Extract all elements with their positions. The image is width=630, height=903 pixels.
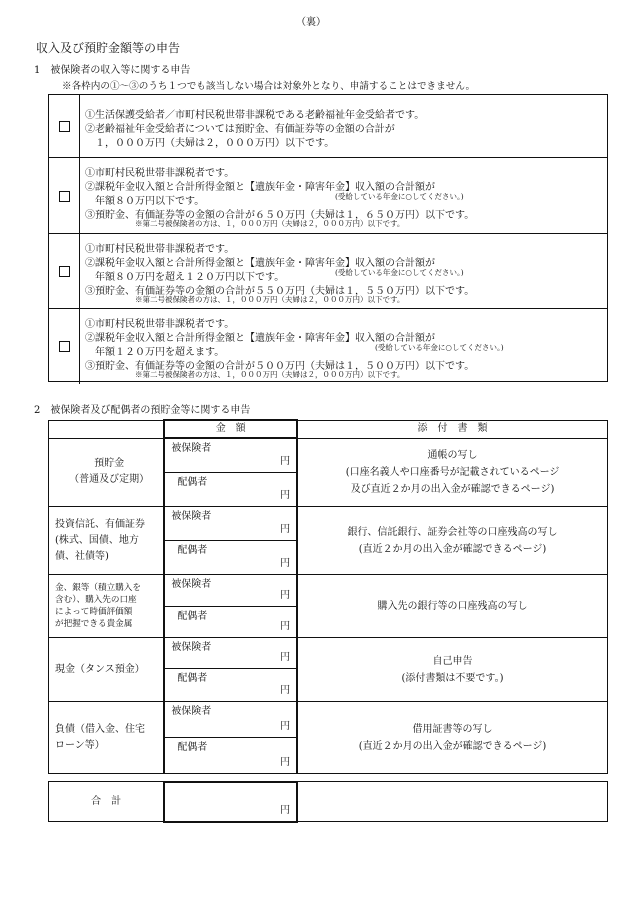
insured-label: 被保険者 bbox=[171, 443, 212, 454]
asset-category-line: 含む）、購入先の口座 bbox=[55, 595, 137, 605]
option-line: ①市町村民税世帯非課税者です。 bbox=[85, 168, 235, 179]
yen-unit: 円 bbox=[280, 490, 291, 501]
attachment-doc-line: (添付書類は不要です。) bbox=[401, 672, 504, 684]
insured-amount-field[interactable] bbox=[164, 507, 297, 541]
insured-label: 被保険者 bbox=[171, 642, 212, 653]
yen-unit: 円 bbox=[280, 804, 291, 816]
spouse-amount-field[interactable] bbox=[164, 738, 297, 774]
yen-unit: 円 bbox=[280, 621, 291, 632]
option-line: 年額８０万円以下です。 bbox=[85, 196, 205, 207]
option-footnote: ※第二号被保険者の方は、１，０００万円（夫婦は２，０００万円）以下です。 bbox=[135, 295, 405, 304]
column-header-amount: 金 額 bbox=[164, 420, 297, 438]
attachment-doc-line: (直近２か月の出入金が確認できるページ) bbox=[358, 543, 547, 555]
total-docs-blank bbox=[297, 782, 607, 822]
income-option-row bbox=[49, 95, 607, 157]
total-label: 合 計 bbox=[49, 782, 165, 822]
yen-unit: 円 bbox=[280, 757, 291, 768]
total-spacer bbox=[49, 774, 608, 782]
page-title: 収入及び預貯金額等の申告 bbox=[36, 41, 181, 55]
attachment-doc-line: 購入先の銀行等の口座残高の写し bbox=[377, 600, 528, 612]
pension-note: (受給している年金に○してください。) bbox=[335, 268, 464, 277]
option-checkbox[interactable] bbox=[59, 341, 70, 352]
asset-category-line: 金、銀等（積立購入を bbox=[55, 583, 141, 593]
asset-category bbox=[49, 702, 165, 774]
attachment-doc-line: (直近２か月の出入金が確認できるページ) bbox=[358, 740, 547, 752]
insured-amount-field[interactable] bbox=[164, 575, 297, 607]
header-blank bbox=[49, 420, 165, 438]
income-option-row bbox=[49, 157, 607, 234]
yen-unit: 円 bbox=[280, 652, 291, 663]
spouse-label: 配偶者 bbox=[177, 611, 208, 622]
asset-category bbox=[49, 507, 165, 575]
asset-category-line: 投資信託、有価証券 bbox=[55, 518, 145, 530]
yen-unit: 円 bbox=[280, 456, 291, 467]
insured-amount-field[interactable] bbox=[164, 438, 297, 473]
insured-label: 被保険者 bbox=[171, 706, 212, 717]
insured-amount-field[interactable] bbox=[164, 638, 297, 669]
attachment-docs bbox=[297, 638, 607, 702]
option-footnote: ※第二号被保険者の方は、１，０００万円（夫婦は２，０００万円）以下です。 bbox=[135, 219, 405, 228]
pension-note: (受給している年金に○してください。) bbox=[375, 343, 504, 352]
insured-label: 被保険者 bbox=[171, 579, 212, 590]
option-line: 年額８０万円を超え１２０万円以下です。 bbox=[85, 272, 285, 283]
asset-category-line: が把握できる貴金属 bbox=[55, 619, 133, 629]
option-line: ①生活保護受給者／市町村民税世帯非課税である老齢福祉年金受給者です。 bbox=[85, 110, 425, 121]
income-option-row bbox=[49, 233, 607, 309]
option-checkbox[interactable] bbox=[59, 266, 70, 277]
total-amount-field[interactable] bbox=[164, 782, 297, 822]
asset-category-line: ローン等） bbox=[55, 739, 105, 751]
yen-unit: 円 bbox=[280, 590, 291, 601]
option-line: １，０００万円（夫婦は２，０００万円）以下です。 bbox=[85, 138, 335, 149]
yen-unit: 円 bbox=[280, 685, 291, 696]
yen-unit: 円 bbox=[280, 524, 291, 535]
spouse-label: 配偶者 bbox=[177, 742, 208, 753]
spouse-amount-field[interactable] bbox=[164, 607, 297, 638]
attachment-docs bbox=[297, 507, 607, 575]
column-header-docs: 添 付 書 類 bbox=[297, 420, 607, 438]
option-line: ②課税年金収入額と合計所得金額と【遺族年金・障害年金】収入額の合計額が bbox=[85, 333, 435, 344]
spouse-amount-field[interactable] bbox=[164, 541, 297, 575]
insured-label: 被保険者 bbox=[171, 511, 212, 522]
spouse-amount-field[interactable] bbox=[164, 473, 297, 507]
option-line: ③預貯金、有価証券等の金額の合計が５００万円（夫婦は１，５００万円）以下です。 bbox=[85, 361, 475, 372]
asset-category-line: 現金（タンス預金） bbox=[55, 663, 145, 675]
yen-unit: 円 bbox=[280, 558, 291, 569]
attachment-doc-line: 自己申告 bbox=[432, 655, 473, 667]
option-line: ①市町村民税世帯非課税者です。 bbox=[85, 319, 235, 330]
section2-heading: 2 被保険者及び配偶者の預貯金等に関する申告 bbox=[34, 405, 251, 416]
attachment-docs bbox=[297, 575, 607, 638]
spouse-label: 配偶者 bbox=[177, 673, 208, 684]
option-line: ②老齢福祉年金受給者については預貯金、有価証券等の金額の合計が bbox=[85, 124, 395, 135]
option-line: ②課税年金収入額と合計所得金額と【遺族年金・障害年金】収入額の合計額が bbox=[85, 182, 435, 193]
asset-category-line: (株式、国債、地方 bbox=[55, 534, 139, 546]
spouse-label: 配偶者 bbox=[177, 477, 208, 488]
attachment-doc-line: 銀行、信託銀行、証券会社等の口座残高の写し bbox=[347, 526, 558, 538]
asset-category-line: （普通及び定期） bbox=[69, 474, 150, 486]
yen-unit: 円 bbox=[280, 721, 291, 732]
asset-category bbox=[49, 575, 165, 638]
attachment-docs bbox=[297, 438, 607, 507]
section1-heading: 1 被保険者の収入等に関する申告 bbox=[34, 65, 191, 76]
option-line: ①市町村民税世帯非課税者です。 bbox=[85, 244, 235, 255]
pension-note: (受給している年金に○してください。) bbox=[335, 192, 464, 201]
attachment-doc-line: 及び直近２か月の出入金が確認できるページ) bbox=[350, 483, 555, 495]
option-line: ③預貯金、有価証券等の金額の合計が６５０万円（夫婦は１，６５０万円）以下です。 bbox=[85, 210, 475, 221]
asset-category-line: によって時価評価額 bbox=[55, 607, 133, 617]
option-line: 年額１２０万円を超えます。 bbox=[85, 347, 225, 358]
side-label: （裏） bbox=[296, 17, 326, 28]
asset-category bbox=[49, 438, 165, 507]
attachment-doc-line: (口座名義人や口座番号が記載されているページ bbox=[345, 466, 560, 478]
option-line: ②課税年金収入額と合計所得金額と【遺族年金・障害年金】収入額の合計額が bbox=[85, 258, 435, 269]
asset-category-line: 預貯金 bbox=[94, 458, 125, 470]
option-footnote: ※第二号被保険者の方は、１，０００万円（夫婦は２，０００万円）以下です。 bbox=[135, 370, 405, 379]
asset-category bbox=[49, 638, 165, 702]
spouse-amount-field[interactable] bbox=[164, 669, 297, 702]
income-options-table bbox=[48, 94, 608, 382]
option-checkbox[interactable] bbox=[59, 121, 70, 132]
option-checkbox[interactable] bbox=[59, 191, 70, 202]
attachment-doc-line: 通帳の写し bbox=[427, 449, 478, 461]
asset-category-line: 負債（借入金、住宅 bbox=[55, 723, 145, 735]
income-option-row bbox=[49, 308, 607, 384]
option-line: ③預貯金、有価証券等の金額の合計が５５０万円（夫婦は１，５５０万円）以下です。 bbox=[85, 286, 475, 297]
asset-category-line: 債、社債等) bbox=[55, 550, 109, 562]
spouse-label: 配偶者 bbox=[177, 545, 208, 556]
insured-amount-field[interactable] bbox=[164, 702, 297, 738]
section1-note: ※各枠内の①～③のうち１つでも該当しない場合は対象外となり、申請することはできません。 bbox=[62, 81, 476, 92]
attachment-docs bbox=[297, 702, 607, 774]
savings-table bbox=[48, 419, 608, 823]
attachment-doc-line: 借用証書等の写し bbox=[412, 723, 493, 735]
